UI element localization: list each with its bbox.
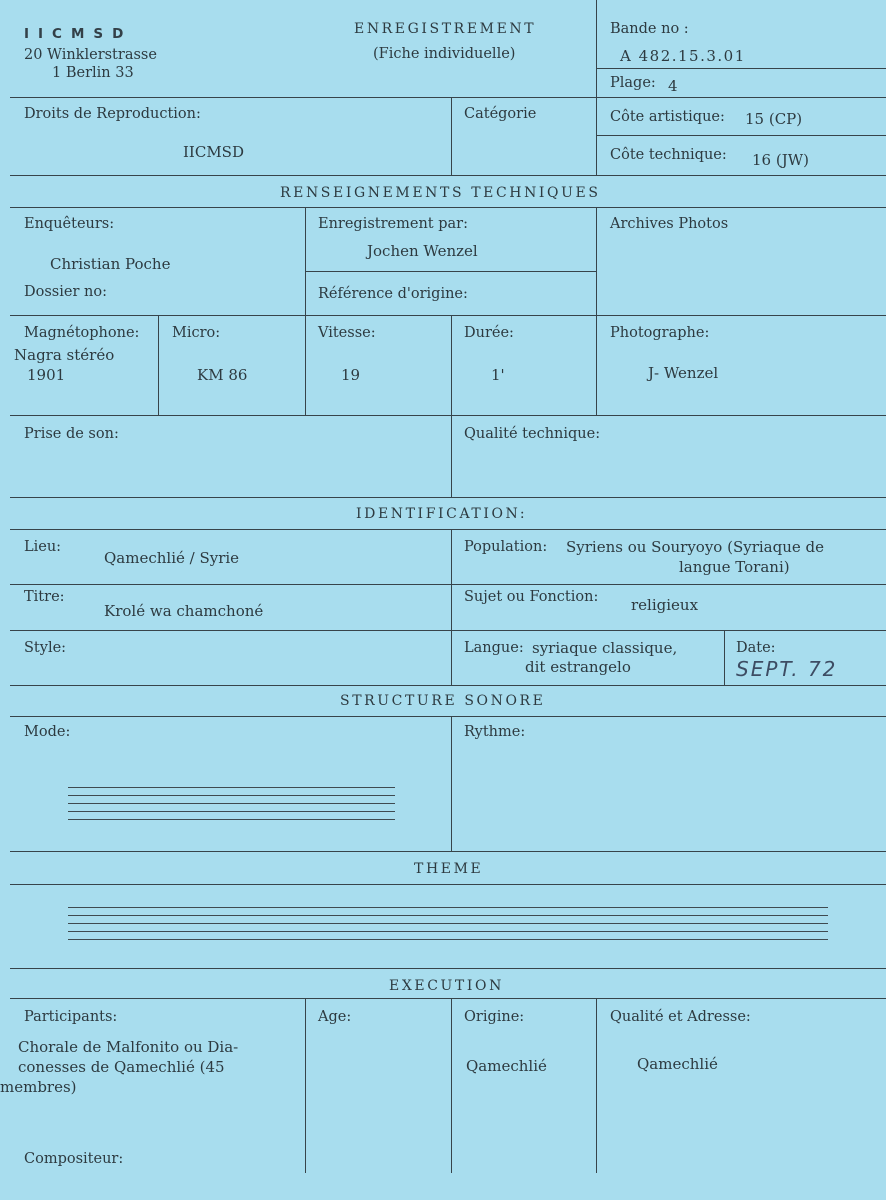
plage-label: Plage: bbox=[610, 75, 656, 91]
cote-technique-value: 16 (JW) bbox=[752, 151, 809, 169]
sujet-label: Sujet ou Fonction: bbox=[464, 589, 599, 605]
lieu-value: Qamechlié / Syrie bbox=[104, 549, 240, 567]
duree-value: 1' bbox=[491, 366, 505, 384]
langue-value: syriaque classique, bbox=[532, 639, 678, 657]
card-subtitle: (Fiche individuelle) bbox=[373, 46, 516, 62]
population-value: Syriens ou Souryoyo (Syriaque de bbox=[566, 538, 824, 556]
qualite-adresse-value: Qamechlié bbox=[637, 1055, 718, 1073]
micro-label: Micro: bbox=[172, 325, 221, 341]
qualite-adresse-label: Qualité et Adresse: bbox=[610, 1009, 751, 1025]
droits-label: Droits de Reproduction: bbox=[24, 106, 201, 122]
vitesse-label: Vitesse: bbox=[318, 325, 376, 341]
compositeur-label: Compositeur: bbox=[24, 1151, 124, 1167]
date-label: Date: bbox=[736, 640, 776, 656]
section-heading-technical: RENSEIGNEMENTS TECHNIQUES bbox=[280, 185, 601, 201]
cote-artistique-label: Côte artistique: bbox=[610, 109, 725, 125]
reference-label: Référence d'origine: bbox=[318, 286, 468, 302]
rythme-label: Rythme: bbox=[464, 724, 526, 740]
magnetophone-model: 1901 bbox=[27, 366, 66, 384]
micro-value: KM 86 bbox=[197, 366, 248, 384]
plage-value: 4 bbox=[668, 77, 678, 95]
vitesse-value: 19 bbox=[341, 366, 361, 384]
participants-line-3: membres) bbox=[0, 1078, 77, 1096]
section-heading-theme: THEME bbox=[414, 861, 484, 877]
population-label: Population: bbox=[464, 539, 548, 555]
sujet-value: religieux bbox=[631, 596, 699, 614]
section-heading-structure: STRUCTURE SONORE bbox=[340, 693, 546, 709]
titre-value: Krolé wa chamchoné bbox=[104, 602, 264, 620]
photographe-label: Photographe: bbox=[610, 325, 710, 341]
bande-label: Bande no : bbox=[610, 21, 689, 37]
dossier-label: Dossier no: bbox=[24, 284, 107, 300]
magnetophone-value: Nagra stéréo bbox=[14, 346, 115, 364]
enqueteurs-value: Christian Poche bbox=[50, 255, 171, 273]
mode-label: Mode: bbox=[24, 724, 71, 740]
titre-label: Titre: bbox=[24, 589, 65, 605]
date-value-handwritten: SEPT. 72 bbox=[736, 657, 838, 681]
categorie-label: Catégorie bbox=[464, 106, 537, 122]
cote-technique-label: Côte technique: bbox=[610, 147, 727, 163]
address-line-2: 1 Berlin 33 bbox=[52, 65, 134, 81]
participants-line-2: conesses de Qamechlié (45 bbox=[18, 1058, 225, 1076]
langue-value-cont: dit estrangelo bbox=[525, 658, 631, 676]
origine-label: Origine: bbox=[464, 1009, 525, 1025]
enqueteurs-label: Enquêteurs: bbox=[24, 216, 115, 232]
qualite-technique-label: Qualité technique: bbox=[464, 426, 601, 442]
photographe-value: J- Wenzel bbox=[648, 364, 719, 382]
prise-de-son-label: Prise de son: bbox=[24, 426, 119, 442]
enregistrement-label: Enregistrement par: bbox=[318, 216, 468, 232]
droits-value: IICMSD bbox=[183, 143, 244, 161]
magnetophone-label: Magnétophone: bbox=[24, 325, 140, 341]
participants-label: Participants: bbox=[24, 1009, 118, 1025]
origine-value: Qamechlié bbox=[466, 1057, 547, 1075]
duree-label: Durée: bbox=[464, 325, 514, 341]
address-line-1: 20 Winklerstrasse bbox=[24, 47, 157, 63]
bande-value: A 482.15.3.01 bbox=[620, 47, 746, 65]
population-value-cont: langue Torani) bbox=[679, 558, 790, 576]
enregistrement-value: Jochen Wenzel bbox=[367, 242, 478, 260]
card-title: ENREGISTREMENT bbox=[354, 21, 537, 37]
section-heading-identification: IDENTIFICATION: bbox=[356, 506, 528, 522]
age-label: Age: bbox=[318, 1009, 352, 1025]
section-heading-execution: EXECUTION bbox=[389, 978, 504, 994]
lieu-label: Lieu: bbox=[24, 539, 62, 555]
participants-line-1: Chorale de Malfonito ou Dia- bbox=[18, 1038, 239, 1056]
archives-label: Archives Photos bbox=[610, 216, 729, 232]
langue-label: Langue: bbox=[464, 640, 524, 656]
org-logo: IICMSD bbox=[24, 26, 133, 42]
style-label: Style: bbox=[24, 640, 67, 656]
cote-artistique-value: 15 (CP) bbox=[745, 110, 803, 128]
